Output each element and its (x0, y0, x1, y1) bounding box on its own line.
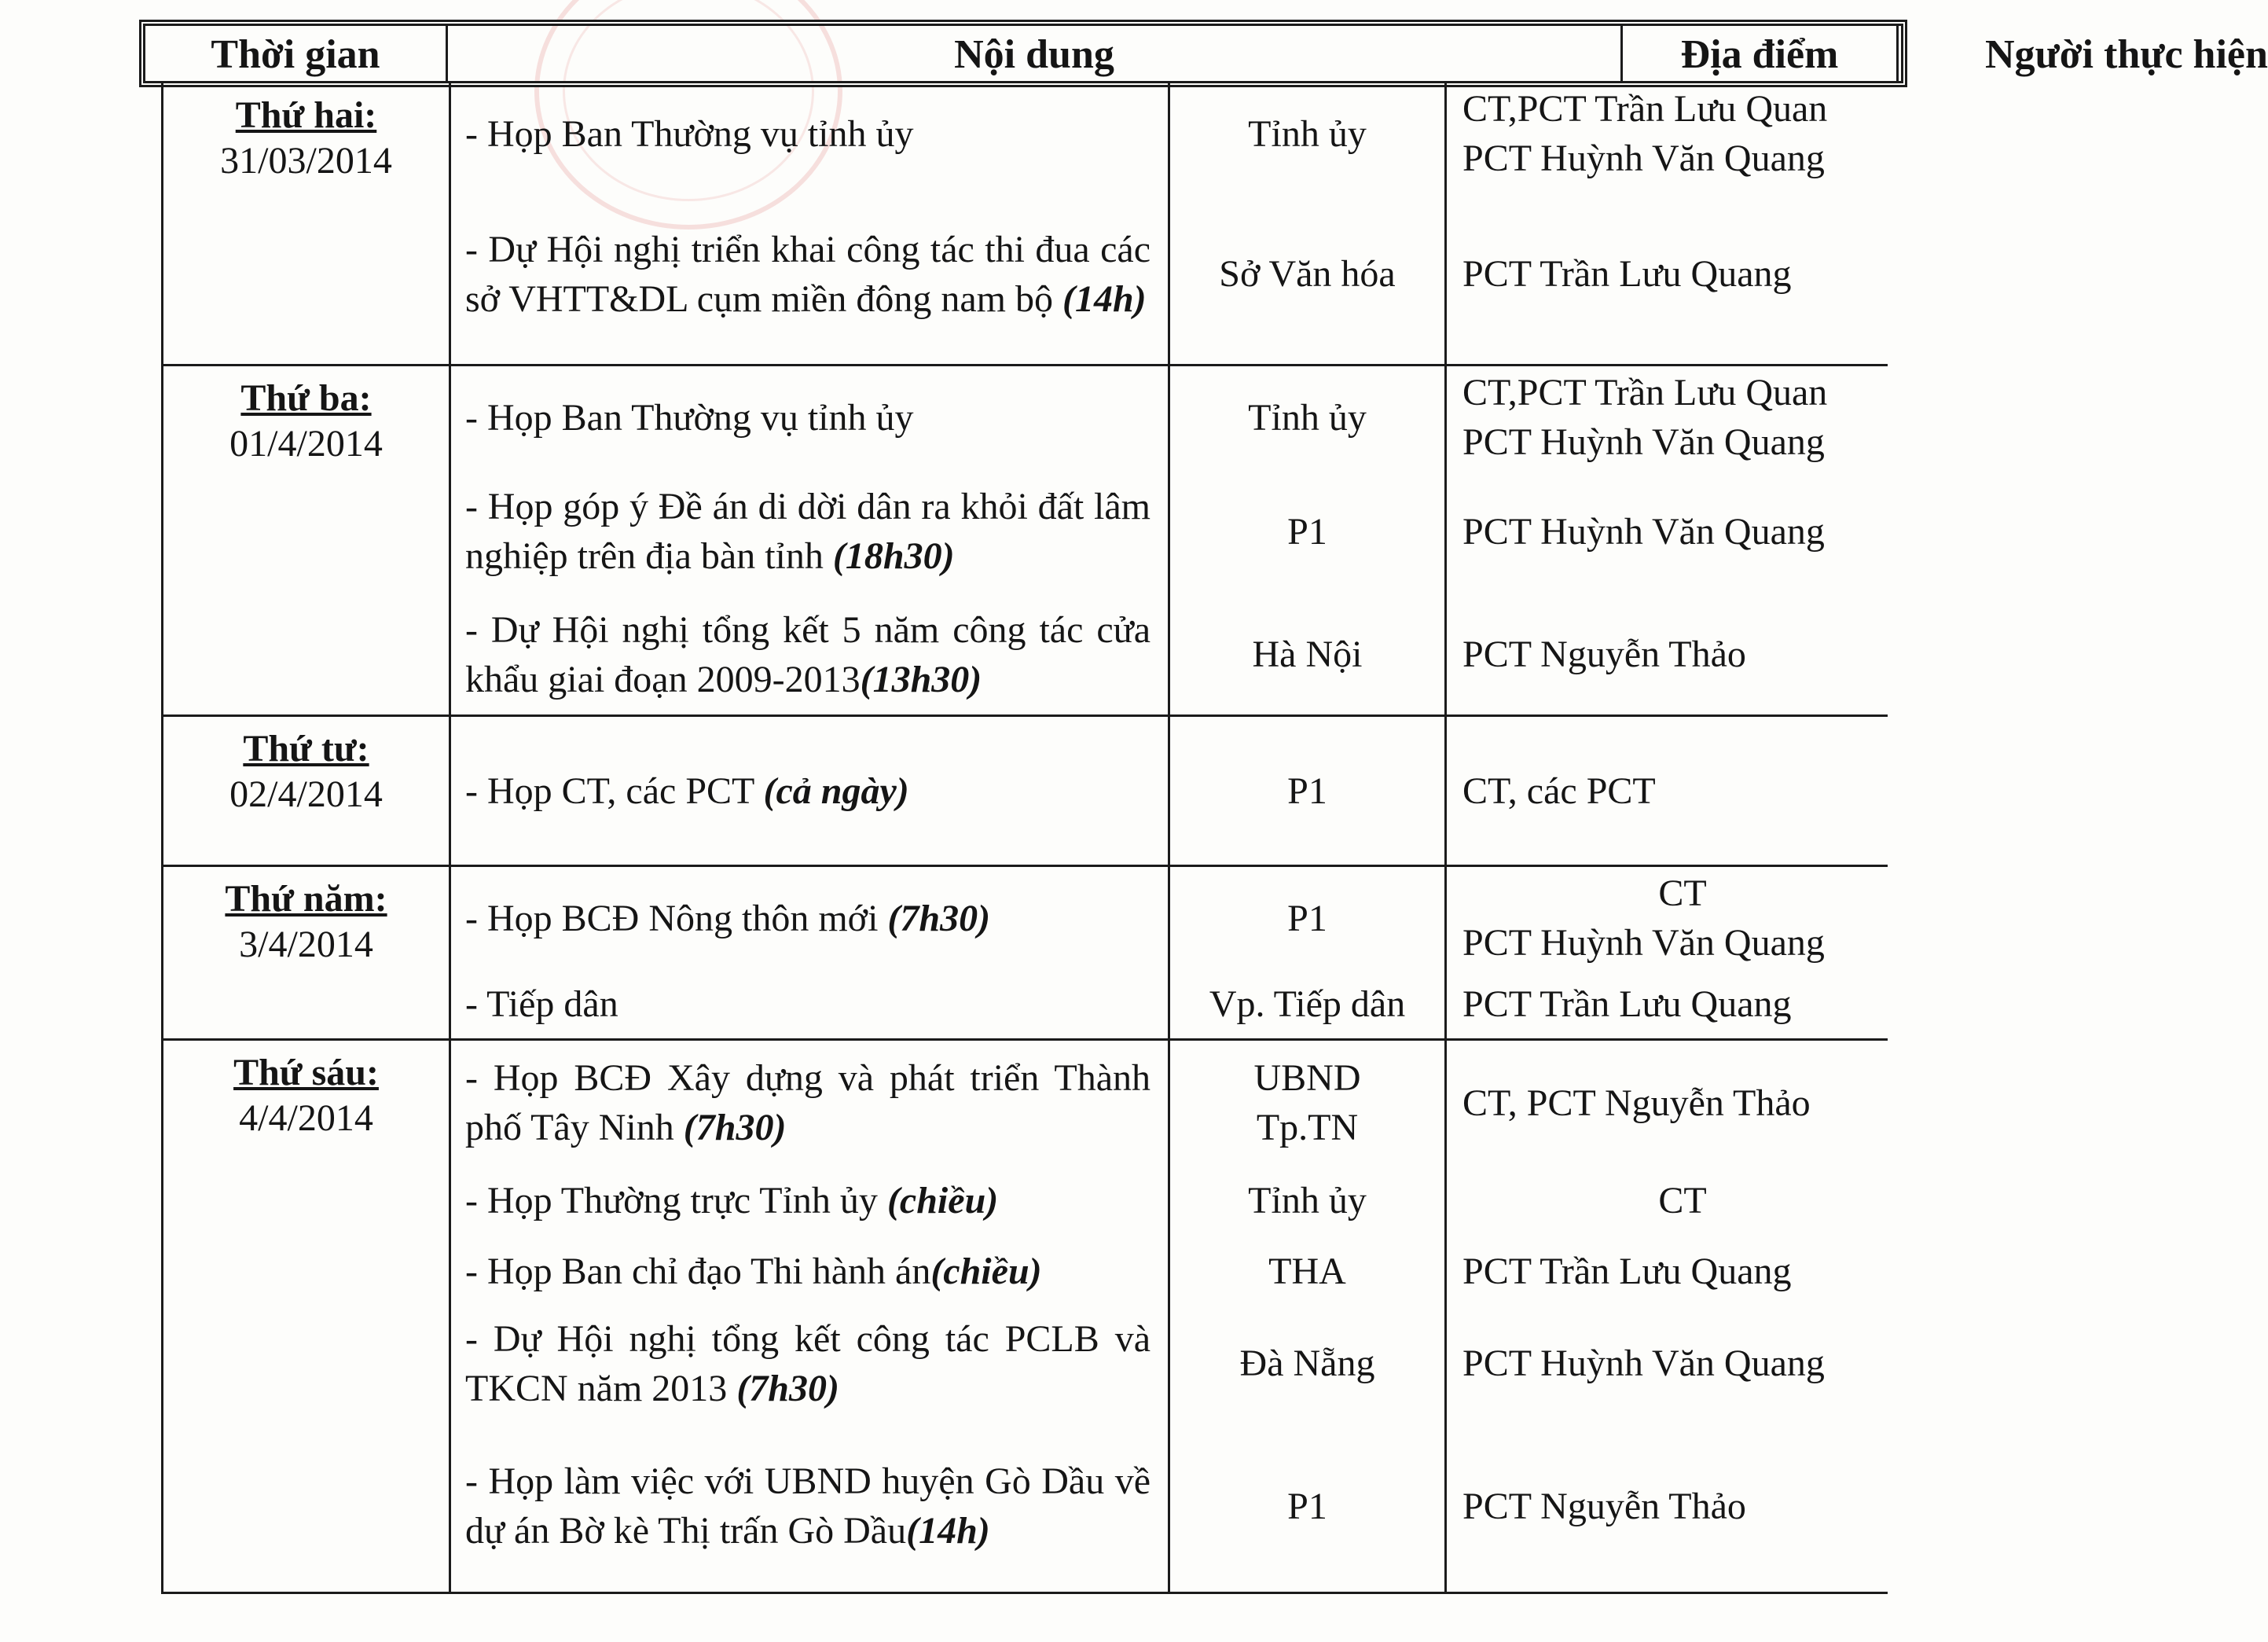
entry-place (1170, 184, 1447, 364)
entry-row (451, 594, 1894, 714)
entry-content (451, 1041, 1170, 1165)
place-line: Tỉnh ủy (1248, 112, 1367, 155)
entry-row (451, 366, 1894, 468)
header-content: Nội dung (448, 26, 1623, 81)
person-line: PCT Huỳnh Văn Quang (1462, 922, 1825, 964)
day-name: Thứ hai: (235, 94, 377, 136)
day-monday (163, 83, 1888, 364)
entry-persons (1447, 717, 1903, 865)
entry-place (1170, 1041, 1447, 1165)
header-persons: Người thực hiện (1985, 32, 2268, 77)
entry-persons (1447, 1306, 1903, 1420)
entry-content (451, 184, 1170, 364)
day-name: Thứ năm: (225, 878, 387, 920)
day-entries (451, 717, 1894, 865)
day-friday (163, 1038, 1888, 1592)
entry-persons (1447, 1041, 1903, 1165)
person-line: PCT Huỳnh Văn Quang (1462, 1343, 1825, 1384)
place-line: Sở Văn hóa (1219, 253, 1396, 295)
entry-row (451, 969, 1894, 1038)
entry-row (451, 1236, 1894, 1306)
person-line: CT,PCT Trần Lưu Quan (1462, 88, 1828, 130)
entry-time-note: (chiều) (930, 1250, 1042, 1292)
entry-content (451, 969, 1170, 1038)
day-time-cell (163, 1041, 451, 1592)
entry-time-note: (13h30) (860, 658, 982, 700)
place-line: P1 (1287, 1485, 1327, 1527)
person-line: PCT Trần Lưu Quang (1462, 253, 1792, 295)
entry-time-note: (7h30) (887, 897, 991, 939)
place-line: P1 (1287, 770, 1327, 812)
header-place: Địa điểm (1623, 26, 1899, 81)
entry-row (451, 717, 1894, 865)
entry-content (451, 468, 1170, 594)
entry-text: - Họp Ban Thường vụ tỉnh ủy (465, 396, 914, 439)
day-time-cell (163, 83, 451, 364)
entry-content (451, 366, 1170, 468)
entry-content (451, 867, 1170, 969)
entry-place (1170, 1236, 1447, 1306)
entry-text: - Họp Ban Thường vụ tỉnh ủy (465, 112, 914, 155)
place-line: P1 (1287, 897, 1327, 939)
person-line: CT, PCT Nguyễn Thảo (1462, 1082, 1811, 1124)
entry-content (451, 83, 1170, 184)
place-line: Vp. Tiếp dân (1209, 983, 1406, 1025)
person-line: PCT Nguyễn Thảo (1462, 1485, 1746, 1527)
person-line: CT,PCT Trần Lưu Quan (1462, 372, 1828, 413)
entry-place (1170, 83, 1447, 184)
entry-persons (1447, 366, 1903, 468)
entry-persons (1447, 1236, 1903, 1306)
entry-content (451, 594, 1170, 714)
entry-persons (1447, 594, 1903, 714)
entry-persons (1447, 1165, 1903, 1236)
entry-row (451, 1306, 1894, 1420)
entry-row (451, 867, 1894, 969)
place-line: Hà Nội (1252, 634, 1363, 675)
entry-place (1170, 717, 1447, 865)
entry-text: - Họp Ban chỉ đạo Thi hành án (465, 1250, 931, 1292)
person-line: CT (1658, 1179, 1707, 1221)
entry-row (451, 83, 1894, 184)
entry-row (451, 1165, 1894, 1236)
table-header (143, 24, 2268, 83)
person-line: CT, các PCT (1462, 770, 1656, 812)
person-line: PCT Huỳnh Văn Quang (1462, 421, 1825, 463)
place-line: UBND (1253, 1057, 1361, 1099)
entry-text: - Dự Hội nghị triển khai công tác thi đua các sở VHTT&DL cụm miền đông nam bộ (465, 228, 1151, 320)
person-line: PCT Huỳnh Văn Quang (1462, 510, 1825, 553)
entry-place (1170, 1306, 1447, 1420)
entry-content (451, 1306, 1170, 1420)
person-line: PCT Trần Lưu Quang (1462, 983, 1792, 1025)
entry-text: - Họp Thường trực Tỉnh ủy (465, 1179, 887, 1221)
day-entries (451, 1041, 1894, 1592)
entry-text: - Tiếp dân (465, 983, 618, 1025)
entry-text: - Dự Hội nghị tổng kết công tác PCLB và TKCN năm 2013 (465, 1317, 1151, 1409)
day-entries (451, 366, 1894, 714)
day-entries (451, 83, 1894, 364)
entry-text: - Họp góp ý Đề án di dời dân ra khỏi đất lâm nghiệp trên địa bàn tỉnh (465, 486, 1151, 577)
entry-persons (1447, 184, 1903, 364)
entry-place (1170, 969, 1447, 1038)
day-date: 4/4/2014 (239, 1097, 373, 1139)
entry-row (451, 468, 1894, 594)
day-date: 02/4/2014 (229, 773, 383, 815)
entry-persons (1447, 867, 1903, 969)
entry-persons (1447, 1420, 1903, 1592)
day-date: 31/03/2014 (220, 140, 392, 182)
place-line: Tỉnh ủy (1248, 396, 1367, 439)
place-line: Tỉnh ủy (1248, 1179, 1367, 1221)
person-line: PCT Nguyễn Thảo (1462, 634, 1746, 675)
schedule-table (161, 83, 1888, 1594)
day-name: Thứ sáu: (233, 1052, 379, 1093)
day-time-cell (163, 867, 451, 1038)
entry-time-note: (cả ngày) (763, 770, 909, 812)
entry-time-note: (chiều) (886, 1179, 999, 1221)
entry-time-note: (14h) (906, 1510, 990, 1552)
day-tuesday (163, 364, 1888, 714)
entry-place (1170, 1420, 1447, 1592)
entry-time-note: (18h30) (832, 535, 955, 577)
entry-time-note: (14h) (1062, 277, 1147, 320)
day-thursday (163, 865, 1888, 1038)
place-line: Tp.TN (1256, 1107, 1359, 1148)
entry-row (451, 1041, 1894, 1165)
day-time-cell (163, 717, 451, 865)
person-line: PCT Huỳnh Văn Quang (1462, 138, 1825, 179)
entry-place (1170, 1165, 1447, 1236)
entry-place (1170, 594, 1447, 714)
entry-row (451, 1420, 1894, 1592)
entry-text: - Họp BCĐ Xây dựng và phát triển Thành phố Tây Ninh (465, 1057, 1151, 1148)
day-date: 3/4/2014 (239, 924, 373, 965)
day-time-cell (163, 366, 451, 714)
place-line: THA (1268, 1250, 1346, 1292)
entry-persons (1447, 969, 1903, 1038)
entry-time-note: (7h30) (736, 1367, 839, 1409)
entry-persons (1447, 468, 1903, 594)
entry-row (451, 184, 1894, 364)
person-line: PCT Trần Lưu Quang (1462, 1250, 1792, 1292)
entry-content (451, 1420, 1170, 1592)
entry-place (1170, 366, 1447, 468)
day-entries (451, 867, 1894, 1038)
header-time: Thời gian (145, 26, 448, 81)
entry-text: - Họp BCĐ Nông thôn mới (465, 897, 888, 939)
entry-place (1170, 867, 1447, 969)
entry-content (451, 717, 1170, 865)
place-line: Đà Nẵng (1239, 1343, 1375, 1384)
entry-persons (1447, 83, 1903, 184)
place-line: P1 (1287, 510, 1327, 553)
person-line: CT (1658, 872, 1707, 914)
day-name: Thứ ba: (240, 377, 372, 419)
entry-content (451, 1236, 1170, 1306)
entry-content (451, 1165, 1170, 1236)
day-name: Thứ tư: (243, 728, 369, 770)
day-wednesday (163, 714, 1888, 865)
day-date: 01/4/2014 (229, 423, 383, 465)
entry-text: - Họp làm việc với UBND huyện Gò Dầu về dự án Bờ kè Thị trấn Gò Dầu (465, 1460, 1151, 1552)
entry-text: - Họp CT, các PCT (465, 770, 764, 812)
entry-place (1170, 468, 1447, 594)
entry-text: - Dự Hội nghị tổng kết 5 năm công tác cửa khẩu giai đoạn 2009-2013 (465, 608, 1151, 700)
entry-time-note: (7h30) (683, 1107, 787, 1148)
